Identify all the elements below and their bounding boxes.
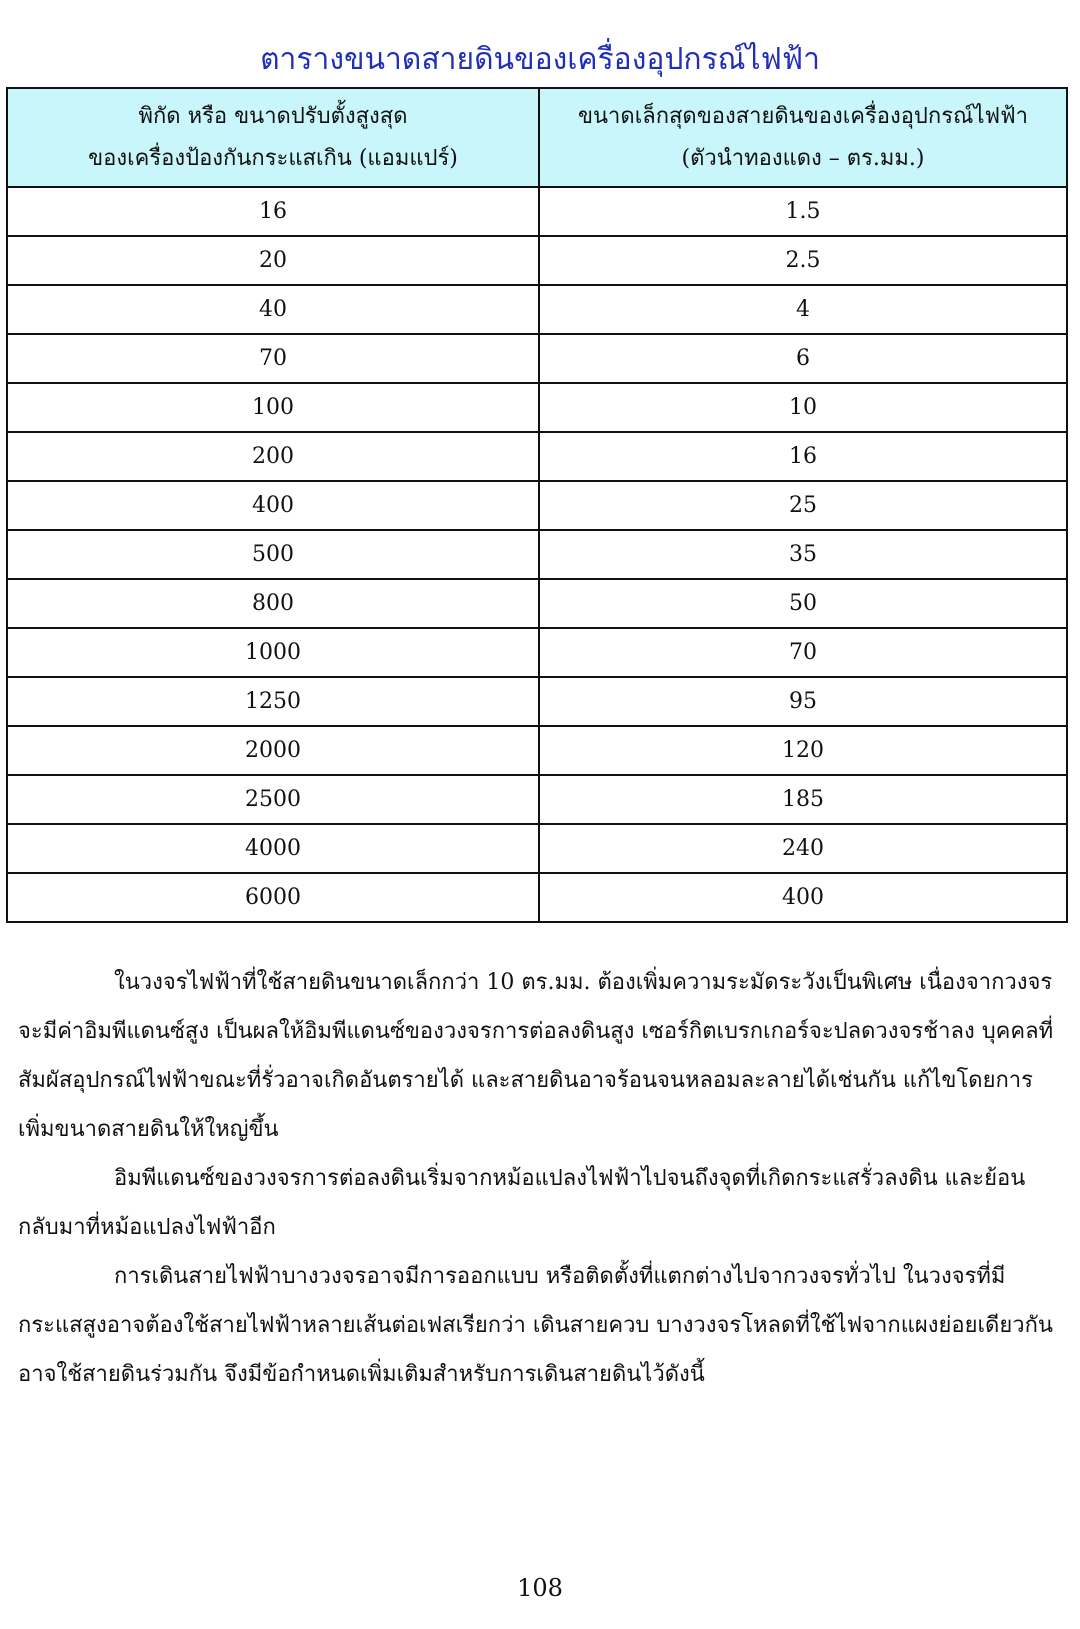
table-header-row bbox=[7, 88, 1067, 187]
cell-size: 10 bbox=[539, 383, 1067, 432]
cell-size: 185 bbox=[539, 775, 1067, 824]
table-row bbox=[7, 481, 1067, 530]
table-row bbox=[7, 187, 1067, 236]
header-rating-line1: พิกัด หรือ ขนาดปรับตั้งสูงสุด bbox=[138, 103, 408, 129]
cell-size: 16 bbox=[539, 432, 1067, 481]
cell-size: 400 bbox=[539, 873, 1067, 922]
table-row bbox=[7, 432, 1067, 481]
page-number: 108 bbox=[517, 1574, 563, 1602]
table-row bbox=[7, 628, 1067, 677]
table-body bbox=[7, 187, 1067, 922]
cell-rating: 4000 bbox=[7, 824, 539, 873]
cell-rating: 500 bbox=[7, 530, 539, 579]
cell-rating: 2000 bbox=[7, 726, 539, 775]
table-title: ตารางขนาดสายดินของเครื่องอุปกรณ์ไฟฟ้า bbox=[260, 42, 820, 77]
cell-size: 95 bbox=[539, 677, 1067, 726]
cell-rating: 400 bbox=[7, 481, 539, 530]
cell-rating: 1250 bbox=[7, 677, 539, 726]
cell-rating: 20 bbox=[7, 236, 539, 285]
cell-size: 4 bbox=[539, 285, 1067, 334]
table-row bbox=[7, 236, 1067, 285]
table-row bbox=[7, 775, 1067, 824]
table-row bbox=[7, 824, 1067, 873]
cell-rating: 6000 bbox=[7, 873, 539, 922]
header-rating-line2: ของเครื่องป้องกันกระแสเกิน (แอมแปร์) bbox=[88, 145, 458, 171]
cell-rating: 100 bbox=[7, 383, 539, 432]
cell-size: 35 bbox=[539, 530, 1067, 579]
table-row bbox=[7, 873, 1067, 922]
cell-rating: 70 bbox=[7, 334, 539, 383]
table-row bbox=[7, 677, 1067, 726]
cell-size: 6 bbox=[539, 334, 1067, 383]
cell-size: 2.5 bbox=[539, 236, 1067, 285]
table-row bbox=[7, 579, 1067, 628]
paragraph-1: ในวงจรไฟฟ้าที่ใช้สายดินขนาดเล็กกว่า 10 ตร.มม. ต้องเพิ่มความระมัดระวังเป็นพิเศษ เนื่องจากวงจรจะมีค่าอิมพีแดนซ์สูง เป็นผลให้อิมพีแดนซ์ของวงจรการต่อลงดินสูง เซอร์กิตเบรกเกอร์จะปลดวงจรช้าลง บุคคลที่สัมผัสอุปกรณ์ไฟฟ้าขณะที่รั่วอาจเกิดอันตรายได้ และสายดินอาจร้อนจนหลอมละลายได้เช่นกัน แก้ไขโดยการเพิ่มขนาดสายดินให้ใหญ่ขึ้น bbox=[18, 970, 1054, 1142]
cell-size: 120 bbox=[539, 726, 1067, 775]
cell-size: 70 bbox=[539, 628, 1067, 677]
table-row bbox=[7, 383, 1067, 432]
cell-size: 25 bbox=[539, 481, 1067, 530]
cell-rating: 200 bbox=[7, 432, 539, 481]
table-row bbox=[7, 530, 1067, 579]
paragraph-3: การเดินสายไฟฟ้าบางวงจรอาจมีการออกแบบ หรือติดตั้งที่แตกต่างไปจากวงจรทั่วไป ในวงจรที่มีกระแสสูงอาจต้องใช้สายไฟฟ้าหลายเส้นต่อเฟสเรียกว่า เดินสายควบ บางวงจรโหลดที่ใช้ไฟจากแผงย่อยเดียวกันอาจใช้สายดินร่วมกัน จึงมีข้อกำหนดเพิ่มเติมสำหรับการเดินสายดินไว้ดังนี้ bbox=[18, 1264, 1053, 1387]
cell-rating: 800 bbox=[7, 579, 539, 628]
cell-rating: 2500 bbox=[7, 775, 539, 824]
paragraph-2: อิมพีแดนซ์ของวงจรการต่อลงดินเริ่มจากหม้อแปลงไฟฟ้าไปจนถึงจุดที่เกิดกระแสรั่วลงดิน และย้อนกลับมาที่หม้อแปลงไฟฟ้าอีก bbox=[18, 1166, 1026, 1240]
header-size bbox=[539, 88, 1067, 187]
header-size-line1: ขนาดเล็กสุดของสายดินของเครื่องอุปกรณ์ไฟฟ้า bbox=[577, 103, 1029, 129]
grounding-conductor-table bbox=[6, 87, 1068, 923]
cell-size: 50 bbox=[539, 579, 1067, 628]
cell-size: 240 bbox=[539, 824, 1067, 873]
header-size-line2: (ตัวนำทองแดง – ตร.มม.) bbox=[681, 145, 925, 171]
table-row bbox=[7, 726, 1067, 775]
table-row bbox=[7, 285, 1067, 334]
cell-rating: 1000 bbox=[7, 628, 539, 677]
cell-rating: 40 bbox=[7, 285, 539, 334]
cell-rating: 16 bbox=[7, 187, 539, 236]
header-rating bbox=[7, 88, 539, 187]
cell-size: 1.5 bbox=[539, 187, 1067, 236]
table-row bbox=[7, 334, 1067, 383]
